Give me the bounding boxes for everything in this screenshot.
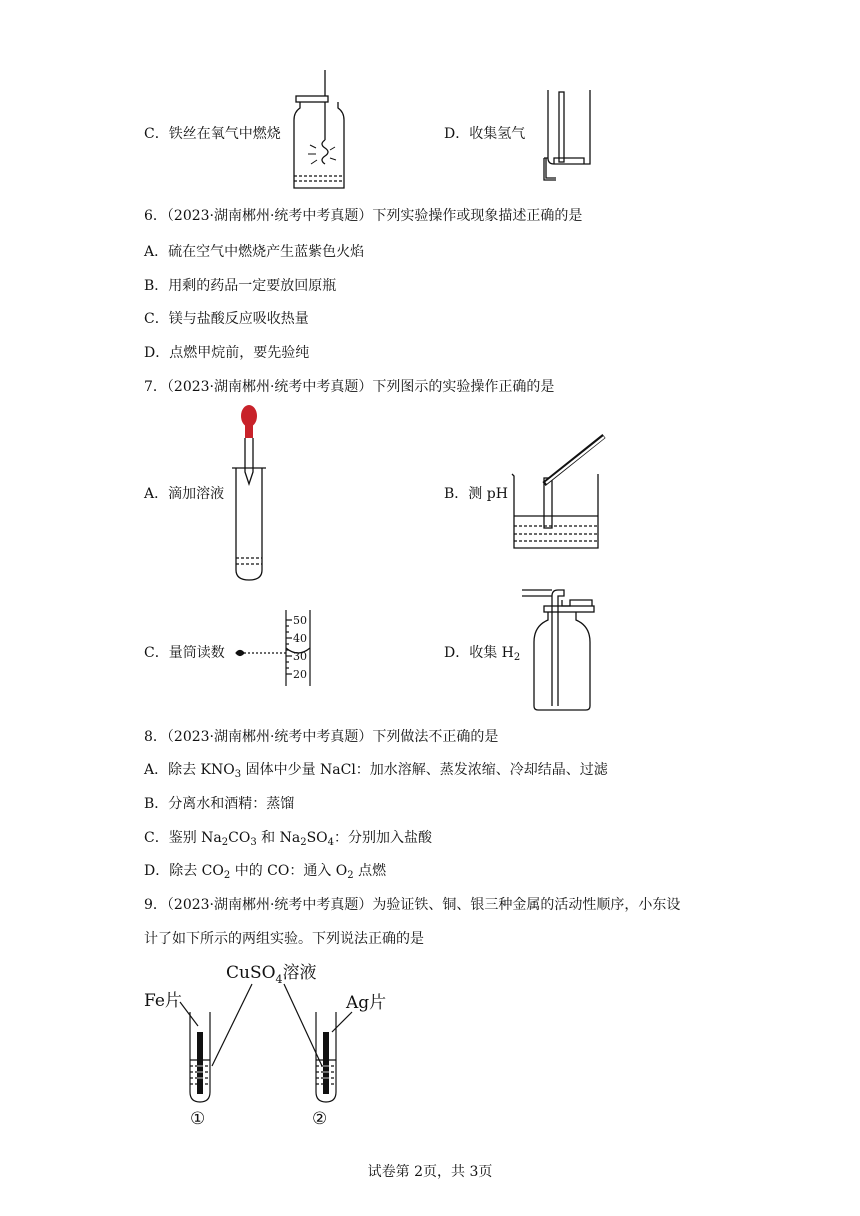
iron-wire-burning-figure	[286, 68, 352, 192]
option-6d: D．点燃甲烷前，要先验纯	[144, 345, 310, 361]
measure-ph-figure	[508, 430, 612, 554]
option-5d-label: D．收集氢气	[444, 126, 526, 142]
option-5c-label: C．铁丝在氧气中燃烧	[144, 126, 281, 142]
label-cuso4-solution: CuSO$_4$溶液	[226, 963, 317, 986]
question-9-stem-line1: 9．（2023·湖南郴州·统考中考真题）为验证铁、铜、银三种金属的活动性顺序，小东设	[144, 897, 681, 913]
cylinder-tick-40: 40	[293, 632, 307, 645]
option-7d-label: D．收集 $H_2$	[444, 645, 521, 663]
collect-hydrogen-figure	[540, 86, 596, 186]
cylinder-tick-20: 20	[293, 668, 307, 681]
fe-plate	[197, 1032, 203, 1094]
option-6c: C．镁与盐酸反应吸收热量	[144, 311, 309, 327]
question-8-stem: 8．（2023·湖南郴州·统考中考真题）下列做法不正确的是	[144, 729, 499, 745]
option-8c: C．鉴别 $Na_2CO_3$ 和 $Na_2SO_4$：分别加入盐酸	[144, 830, 433, 848]
option-8d: D．除去 $CO_2$ 中的 CO：通入 $O_2$ 点燃	[144, 863, 387, 881]
page-footer: 试卷第 2页，共 3页	[367, 1164, 493, 1180]
collect-h2-bottle-figure	[512, 586, 602, 716]
option-6b: B．用剩的药品一定要放回原瓶	[144, 278, 337, 294]
tube-1-number: ①	[190, 1109, 206, 1129]
option-7b-label: B．测 pH	[444, 486, 508, 502]
option-6a: A．硫在空气中燃烧产生蓝紫色火焰	[144, 244, 365, 260]
cylinder-tick-50: 50	[293, 614, 307, 627]
option-8b: B．分离水和酒精：蒸馏	[144, 796, 295, 812]
ag-plate	[323, 1032, 329, 1094]
option-8a: A．除去 $KNO_3$ 固体中少量 NaCl：加水溶解、蒸发浓缩、冷却结晶、过滤	[144, 762, 608, 780]
option-7c-label: C．量筒读数	[144, 645, 225, 661]
question-7-stem: 7．（2023·湖南郴州·统考中考真题）下列图示的实验操作正确的是	[144, 379, 555, 395]
dropper-test-tube-figure	[226, 402, 276, 584]
label-ag-plate: Ag片	[346, 993, 387, 1013]
metal-activity-experiment-figure	[140, 956, 410, 1132]
question-6-stem: 6．（2023·湖南郴州·统考中考真题）下列实验操作或现象描述正确的是	[144, 208, 583, 224]
question-9-stem-line2: 计了如下所示的两组实验。下列说法正确的是	[144, 931, 424, 947]
cylinder-tick-30: 30	[293, 650, 307, 663]
graduated-cylinder-reading-figure	[230, 608, 320, 688]
tube-2-number: ②	[312, 1109, 328, 1129]
option-7a-label: A．滴加溶液	[144, 486, 225, 502]
label-fe-plate: Fe片	[144, 991, 182, 1011]
